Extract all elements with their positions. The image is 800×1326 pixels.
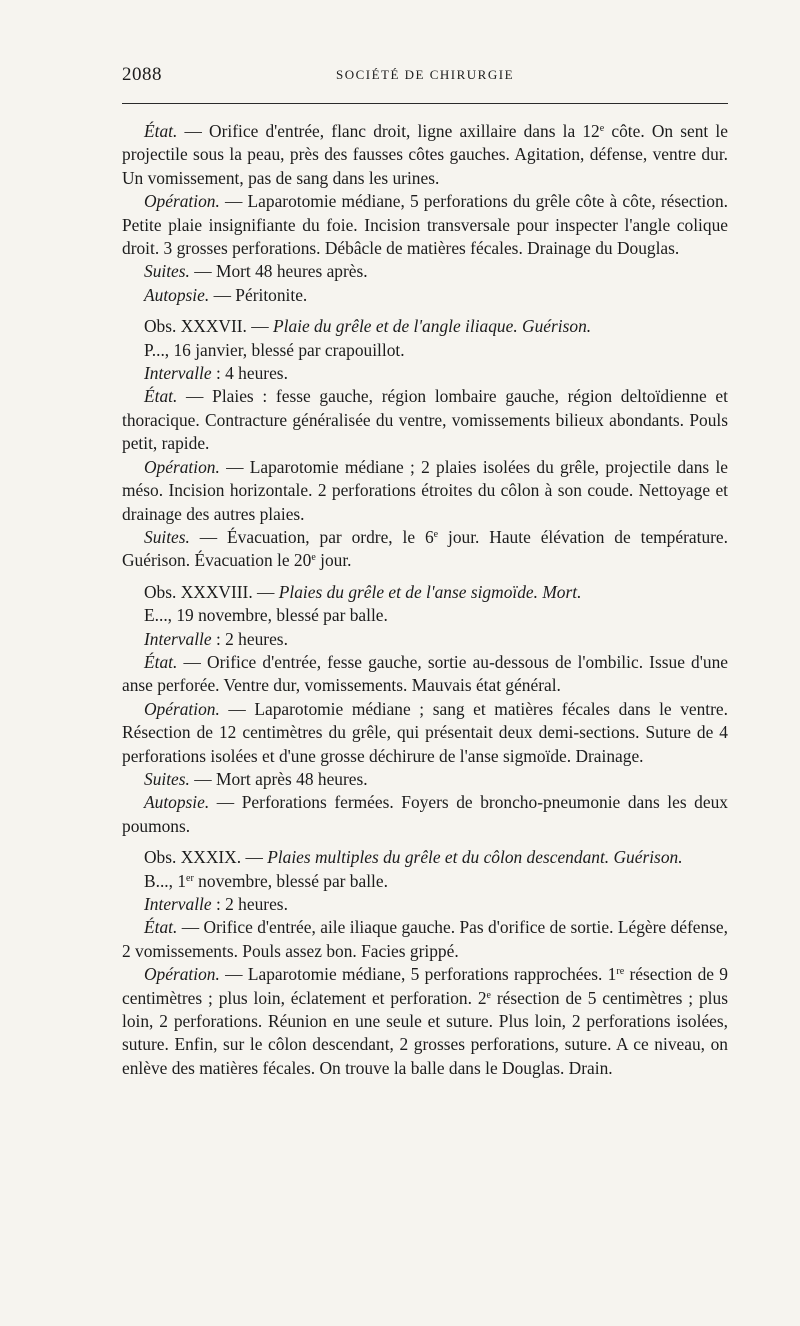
operation-label: Opération. <box>144 456 220 477</box>
obs37-heading <box>122 315 728 338</box>
suites-text: jour. Haute élévation de température. Guérison. Évacuation le 20 <box>122 526 728 571</box>
obs38-heading <box>122 581 728 604</box>
etat-text: — Orifice d'entrée, fesse gauche, sortie au-dessous de l'ombilic. Issue d'une anse perforée. Ventre dur, vomissements. Mauvais état général. <box>122 651 728 696</box>
suites-text: jour. <box>315 550 352 571</box>
suites-label: Suites. <box>144 526 190 547</box>
intervalle-text: : 2 heures. <box>211 894 288 914</box>
page-number: 2088 <box>122 64 162 85</box>
operation-text: — Laparotomie médiane ; 2 plaies isolées du grêle, projectile dans le méso. Incision horizontale. 2 perforations étroites du côlon à son coude. Nettoyage et drainage des autres plaies. <box>122 456 728 524</box>
superscript: re <box>616 966 625 978</box>
obs38-etat <box>122 651 728 698</box>
obs38-operation <box>122 698 728 768</box>
page-header <box>122 64 728 90</box>
operation-text: résection de 5 centimètres ; plus loin, 2 perforations. Réunion en une seule et suture. Plus loin, 2 perforations isolées, suture. Enfin, sur le côlon descendant, 2 grosses perforations, suture. A ce niveau, on enlève des matières fécales. On trouve la balle dans le Douglas. Drain. <box>122 987 728 1078</box>
intervalle-text: : 4 heures. <box>211 363 288 384</box>
obs39-patient <box>122 870 728 893</box>
operation-text: — Laparotomie médiane, 5 perforations du grêle côte à côte, résection. Petite plaie insignifiante du foie. Incision transversale pour inspecter l'angle colique droit. 3 grosses perforations. Débâcle de matières fécales. Drainage du Douglas. <box>122 191 728 259</box>
obs39-operation <box>122 963 728 1080</box>
suites-label: Suites. <box>144 261 190 282</box>
superscript: e <box>433 528 439 540</box>
suites-text: — Évacuation, par ordre, le 6 <box>189 526 434 547</box>
obs37-patient: P..., 16 janvier, blessé par crapouillot. <box>144 339 405 360</box>
operation-text: — Laparotomie médiane, 5 perforations rapprochées. 1 <box>219 964 617 985</box>
superscript: e <box>599 123 605 134</box>
obs-title: Plaie du grêle et de l'angle iliaque. Guérison. <box>272 316 592 337</box>
obs-number: Obs. XXXVIII. — <box>144 581 279 602</box>
etat-label: État. <box>144 121 178 141</box>
operation-text: résection de 9 centimètres ; plus loin, éclatement et perforation. 2 <box>122 964 729 1008</box>
intervalle-label: Intervalle <box>144 628 212 649</box>
etat-text: — Plaies : fesse gauche, région lombaire gauche, région deltoïdienne et thoracique. Contracture généralisée du ventre, vomissements bilieux abondants. Pouls petit, rapide. <box>122 386 728 454</box>
patient-text: novembre, blessé par balle. <box>193 870 388 891</box>
autopsie-text: — Perforations fermées. Foyers de broncho-pneumonie dans les deux poumons. <box>122 792 728 836</box>
obs36-autopsie <box>122 284 728 307</box>
autopsie-text: — Péritonite. <box>209 284 308 305</box>
intervalle-label: Intervalle <box>144 894 212 914</box>
obs38-autopsie <box>122 791 728 838</box>
intervalle-label: Intervalle <box>144 363 212 384</box>
operation-text: — Laparotomie médiane ; sang et matières fécales dans le ventre. Résection de 12 centimètres du grêle, qui présentait deux demi-sections. Suture de 4 perforations isolées et d'une grosse déchirure de l'anse sigmoïde. Drainage. <box>122 698 728 766</box>
obs39-intervalle <box>122 893 728 916</box>
suites-text: — Mort 48 heures après. <box>189 261 368 282</box>
superscript: er <box>186 872 194 884</box>
etat-label: État. <box>144 651 178 672</box>
intervalle-text: : 2 heures. <box>211 628 288 649</box>
obs38-patient: E..., 19 novembre, blessé par balle. <box>144 605 388 626</box>
page-body <box>122 120 728 1080</box>
obs38-suites <box>122 768 728 791</box>
obs36-operation <box>122 190 728 260</box>
autopsie-label: Autopsie. <box>144 284 210 305</box>
obs39-heading <box>122 846 728 869</box>
etat-text: côte. On sent le projectile sous la peau, près des fausses côtes gauches. Agitation, défense, ventre dur. Un vomissement, pas de sang dans les urines. <box>122 121 728 188</box>
etat-label: État. <box>144 386 178 407</box>
header-rule <box>122 103 728 104</box>
obs-number: Obs. XXXIX. — <box>144 847 268 868</box>
obs-title: Plaies du grêle et de l'anse sigmoïde. Mort. <box>278 581 582 602</box>
etat-text: — Orifice d'entrée, aile iliaque gauche. Pas d'orifice de sortie. Légère défense, 2 vomissements. Pouls assez bon. Facies grippé. <box>122 917 728 961</box>
superscript: e <box>311 552 316 564</box>
obs37-suites <box>122 526 728 573</box>
operation-label: Opération. <box>144 964 220 985</box>
obs-title: Plaies multiples du grêle et du côlon descendant. Guérison. <box>267 847 683 868</box>
superscript: e <box>486 989 491 1001</box>
running-title: SOCIÉTÉ DE CHIRURGIE <box>335 67 515 82</box>
operation-label: Opération. <box>144 191 220 212</box>
suites-label: Suites. <box>144 768 190 789</box>
obs36-suites <box>122 260 728 283</box>
operation-label: Opération. <box>144 698 220 719</box>
obs38-intervalle <box>122 628 728 651</box>
obs-number: Obs. XXXVII. — <box>144 316 273 337</box>
etat-text: — Orifice d'entrée, flanc droit, ligne axillaire dans la 12 <box>177 121 600 141</box>
autopsie-label: Autopsie. <box>144 792 210 813</box>
obs37-etat <box>122 385 728 455</box>
obs37-intervalle <box>122 362 728 385</box>
obs36-etat <box>122 120 728 190</box>
etat-label: État. <box>144 917 178 938</box>
patient-text: B..., 1 <box>144 870 187 891</box>
suites-text: — Mort après 48 heures. <box>189 768 368 789</box>
obs39-etat <box>122 916 728 963</box>
obs37-operation <box>122 456 728 526</box>
